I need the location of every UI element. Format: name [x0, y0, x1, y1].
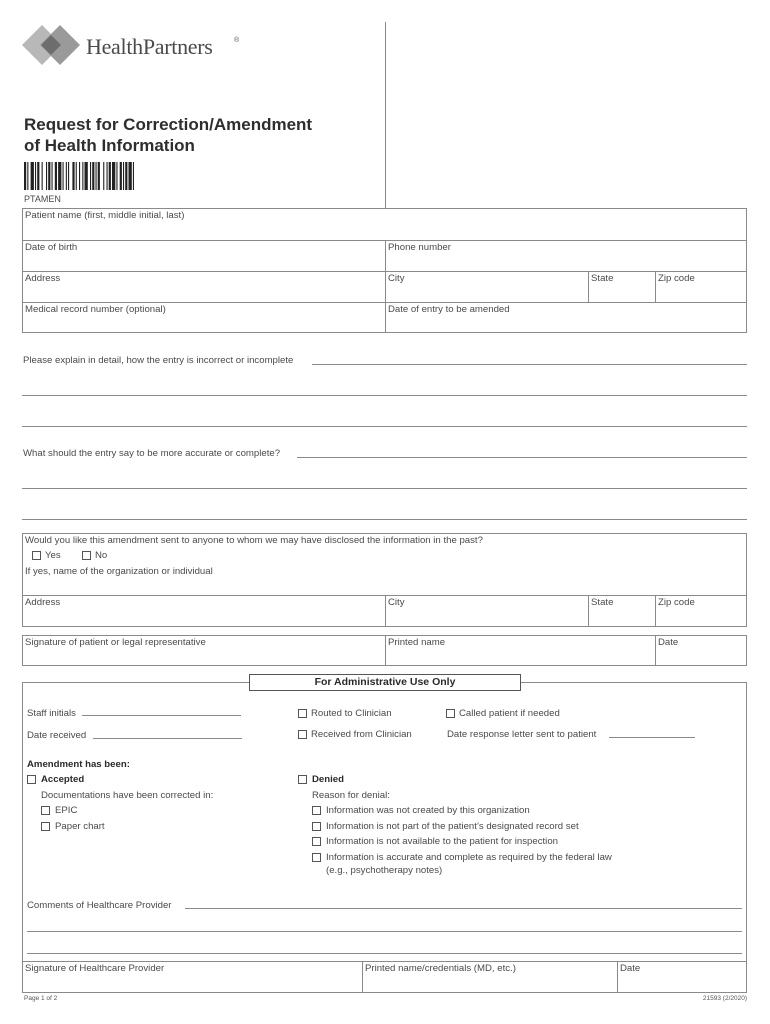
organization-label: If yes, name of the organization or individual — [25, 566, 213, 577]
date-response-line[interactable] — [609, 737, 695, 738]
form-title-line2: of Health Information — [24, 136, 195, 155]
called-patient-label: Called patient if needed — [459, 708, 560, 719]
disclosure-state-field[interactable] — [588, 595, 655, 627]
paper-chart-label: Paper chart — [55, 821, 105, 832]
admin-header — [249, 674, 521, 691]
form-title — [24, 114, 312, 156]
provider-date-field[interactable] — [617, 961, 747, 993]
comments-line-1[interactable] — [185, 908, 742, 909]
staff-initials-label: Staff initials — [27, 708, 76, 719]
disclosure-no-label: No — [95, 550, 108, 561]
explain-line-1[interactable] — [312, 364, 747, 365]
explain-question: Please explain in detail, how the entry is incorrect or incomplete — [23, 355, 294, 366]
form-number: 21593 (2/2020) — [702, 995, 747, 1002]
epic-checkbox[interactable] — [41, 806, 50, 815]
disclosure-zip-field[interactable] — [655, 595, 747, 627]
reason-text-3: Information is not available to the patient for inspection — [326, 836, 558, 847]
date-of-birth-label: Date of birth — [25, 242, 78, 253]
date-response-label: Date response letter sent to patient — [447, 729, 597, 740]
reason-checkbox-3[interactable] — [312, 837, 321, 846]
admin-header-text: For Administrative Use Only — [314, 676, 456, 688]
zip-code-label: Zip code — [658, 273, 695, 284]
provider-printed-field[interactable] — [362, 961, 617, 993]
received-from-label: Received from Clinician — [311, 729, 412, 740]
page-number: Page 1 of 2 — [24, 995, 58, 1002]
routed-checkbox[interactable] — [298, 709, 307, 718]
disclosure-yes-label: Yes — [45, 550, 61, 561]
signature-date-field[interactable] — [655, 635, 747, 666]
state-field[interactable] — [588, 271, 655, 302]
patient-signature-label: Signature of patient or legal representative — [25, 637, 206, 648]
denied-checkbox[interactable] — [298, 775, 307, 784]
reason-text-2: Information is not part of the patient’s designated record set — [326, 821, 579, 832]
header-divider — [385, 22, 386, 208]
disclosure-yes-checkbox[interactable] — [32, 551, 41, 560]
disclosure-city-field[interactable] — [385, 595, 588, 627]
healthpartners-diamond-icon — [22, 23, 84, 67]
signature-date-label: Date — [658, 637, 679, 648]
reason-note: (e.g., psychotherapy notes) — [326, 865, 443, 876]
organization-field[interactable] — [22, 563, 747, 595]
comments-label: Comments of Healthcare Provider — [27, 900, 172, 911]
form-title-line1: Request for Correction/Amendment — [24, 115, 313, 134]
should-say-question: What should the entry say to be more accurate or complete? — [23, 448, 281, 459]
patient-name-label: Patient name (first, middle initial, last) — [25, 210, 185, 221]
printed-name-label: Printed name — [388, 637, 446, 648]
medical-record-label: Medical record number (optional) — [25, 304, 166, 315]
provider-signature-field[interactable] — [22, 961, 362, 993]
epic-label: EPIC — [55, 805, 78, 816]
state-label: State — [591, 273, 614, 284]
patient-signature-field[interactable] — [22, 635, 385, 666]
brand-logo — [22, 23, 252, 67]
barcode-graphic — [24, 162, 184, 190]
reason-checkbox-2[interactable] — [312, 822, 321, 831]
registered-mark: ® — [234, 37, 240, 44]
city-field[interactable] — [385, 271, 588, 302]
should-say-line-1[interactable] — [297, 457, 747, 458]
barcode-code: PTAMEN — [24, 194, 61, 204]
routed-label: Routed to Clinician — [311, 708, 392, 719]
reason-label: Reason for denial: — [312, 790, 390, 801]
disclosure-question: Would you like this amendment sent to anyone to whom we may have disclosed the information in the past? — [25, 535, 483, 546]
patient-name-field[interactable] — [22, 208, 747, 240]
explain-line-2[interactable] — [22, 395, 747, 396]
date-received-line[interactable] — [93, 738, 242, 739]
comments-line-3[interactable] — [27, 953, 742, 954]
disclosure-state-label: State — [591, 597, 614, 608]
phone-number-label: Phone number — [388, 242, 451, 253]
provider-date-label: Date — [620, 963, 641, 974]
docs-corrected-label: Documentations have been corrected in: — [41, 790, 214, 801]
amendment-heading: Amendment has been: — [27, 759, 130, 770]
accepted-label: Accepted — [41, 774, 85, 785]
provider-printed-label: Printed name/credentials (MD, etc.) — [365, 963, 516, 974]
reason-text-4: Information is accurate and complete as required by the federal law — [326, 852, 612, 863]
called-patient-checkbox[interactable] — [446, 709, 455, 718]
city-label: City — [388, 273, 405, 284]
received-from-checkbox[interactable] — [298, 730, 307, 739]
accepted-checkbox[interactable] — [27, 775, 36, 784]
comments-line-2[interactable] — [27, 931, 742, 932]
disclosure-zip-label: Zip code — [658, 597, 695, 608]
reason-checkbox-4[interactable] — [312, 853, 321, 862]
phone-number-field[interactable] — [385, 240, 747, 271]
medical-record-field[interactable] — [22, 302, 385, 333]
reason-checkbox-1[interactable] — [312, 806, 321, 815]
disclosure-city-label: City — [388, 597, 405, 608]
printed-name-field[interactable] — [385, 635, 655, 666]
explain-line-3[interactable] — [22, 426, 747, 427]
disclosure-address-field[interactable] — [22, 595, 385, 627]
entry-date-field[interactable] — [385, 302, 747, 333]
paper-chart-checkbox[interactable] — [41, 822, 50, 831]
date-received-label: Date received — [27, 730, 87, 741]
provider-signature-label: Signature of Healthcare Provider — [25, 963, 165, 974]
should-say-line-3[interactable] — [22, 519, 747, 520]
disclosure-no-checkbox[interactable] — [82, 551, 91, 560]
reason-text-1: Information was not created by this organization — [326, 805, 530, 816]
barcode — [24, 162, 184, 190]
brand-name: HealthPartners — [86, 34, 213, 59]
should-say-line-2[interactable] — [22, 488, 747, 489]
address-label: Address — [25, 273, 61, 284]
staff-initials-line[interactable] — [82, 715, 241, 716]
entry-date-label: Date of entry to be amended — [388, 304, 510, 315]
denied-label: Denied — [312, 774, 344, 785]
zip-code-field[interactable] — [655, 271, 747, 302]
disclosure-address-label: Address — [25, 597, 61, 608]
date-of-birth-field[interactable] — [22, 240, 385, 271]
address-field[interactable] — [22, 271, 385, 302]
